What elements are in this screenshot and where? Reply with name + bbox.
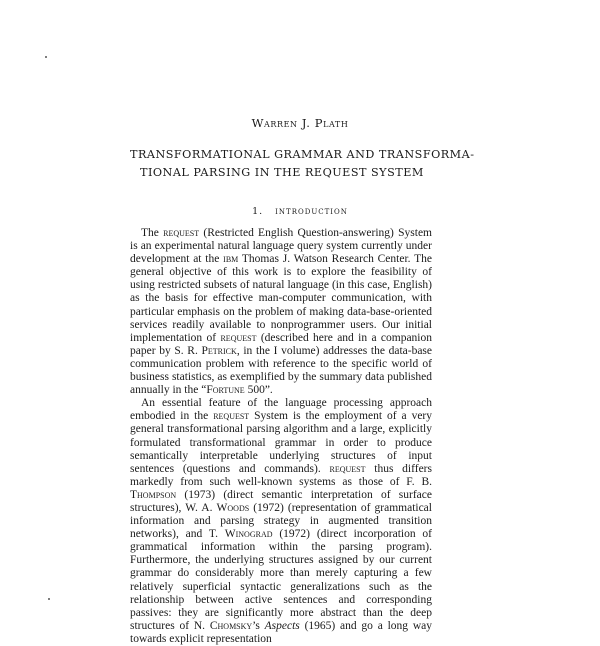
- p2-run: thus differs markedly from such well-known systems as those of F. B.: [130, 462, 432, 488]
- section-heading: [0, 206, 600, 217]
- p1-run: Thomas J. Watson Research Center. The general objective of this work is to explore the feasibility of using restricted subsets of natural language (in this case, English) as the basis for effective man-computer communication, with particular emphasis on the problem of making data-base-oriented services readily available to nonprogrammer users. Our initial implementation of: [130, 253, 432, 344]
- p2-run: System is the employment of a very general transformational parsing algorithm and a large, explicitly formulated transformational grammar in order to produce semantically interpretable underlying structures of input sentences (questions and commands).: [130, 410, 432, 475]
- section-title: introduction: [275, 206, 348, 217]
- p1-run: ibm: [223, 253, 239, 266]
- p1-run: Petrick: [201, 344, 237, 357]
- p2-run: (1973) (direct semantic interpretation of surface structures), W. A.: [130, 488, 432, 514]
- author-name: Warren J. Plath: [251, 116, 349, 130]
- p2-run: (1972) (representation of grammatical information and parsing strategy in augmented transition networks), and T.: [130, 501, 432, 541]
- body-text: [130, 227, 432, 646]
- p2-run: Winograd: [224, 528, 273, 541]
- p1-run: request: [220, 331, 257, 344]
- title-line-1: TRANSFORMATIONAL GRAMMAR AND TRANSFORMA-: [130, 148, 475, 161]
- p1-run: (described here and in a companion paper by S. R.: [130, 331, 432, 357]
- p2-run: (1965) and go a long way towards explicit representation: [130, 619, 433, 645]
- p1-run: 500”.: [244, 384, 273, 397]
- p2-run: Thompson: [130, 488, 177, 501]
- section-number: 1.: [252, 206, 264, 217]
- p2-run: request: [213, 410, 250, 423]
- p2-run: ’s: [252, 619, 265, 632]
- p1-run: , in the I volume) addresses the data-base communication problem with reference to the specific world of business statistics, as exemplified by the summary data published annually in the “: [130, 344, 433, 397]
- p2-run: An essential feature of the language processing approach embodied in the: [130, 397, 432, 423]
- p2-run: request: [329, 462, 366, 475]
- title-line-2: TIONAL PARSING IN THE REQUEST SYSTEM: [140, 166, 424, 179]
- p1-run: request: [163, 227, 200, 239]
- p2-run: Woods: [216, 501, 250, 514]
- p2-run: Chomsky: [209, 619, 253, 632]
- paragraph-2: [130, 397, 432, 646]
- p2-run: (1972) (direct incorporation of grammatical information within the parsing program). Furthermore, the underlying structures assigned by our current grammar do considerably more than merely capturing a few relatively superficial syntactic generalizations such as the relationship between active sentences and corresponding passives: they are significantly more abstract than the deep structures of N.: [130, 528, 432, 632]
- paragraph-1: [130, 227, 432, 397]
- p2-run: Aspects: [264, 619, 300, 632]
- p1-run: Fortune: [206, 384, 245, 397]
- p1-run: The: [141, 227, 164, 239]
- scan-speck-top: [45, 56, 47, 58]
- paper-title: [130, 146, 475, 182]
- p1-run: (Restricted English Question-answering) System is an experimental natural language query system currently under development at the: [130, 227, 432, 266]
